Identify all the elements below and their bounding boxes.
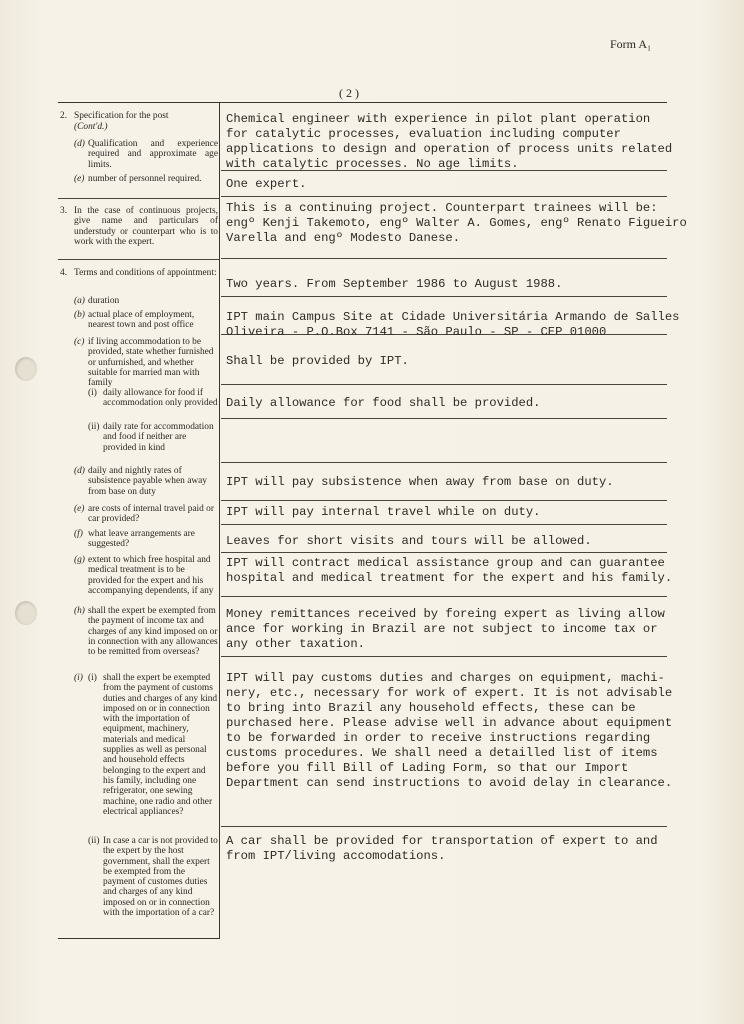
punch-hole xyxy=(15,357,37,381)
question-number: 3. xyxy=(60,206,68,216)
item-marker: (f) xyxy=(74,529,83,539)
item-marker: (g) xyxy=(74,555,85,565)
question-4e: are costs of internal travel paid or car provided? xyxy=(88,504,214,525)
answer-4a: Two years. From September 1986 to August 1988. xyxy=(226,277,563,291)
item-marker: (e) xyxy=(74,504,85,514)
item-marker: (b) xyxy=(74,310,85,320)
answer-rule xyxy=(221,552,667,553)
column-divider xyxy=(219,103,220,939)
question-3: In the case of continuous projects, give name and particulars of understudy or counterpart who is to work with the expert. xyxy=(74,206,218,248)
punch-hole xyxy=(15,601,37,625)
answer-rule xyxy=(221,418,667,419)
item-marker: (d) xyxy=(74,139,85,149)
question-4c: if living accommodation to be provided, state whether furnished or unfurnished, and whether suitable for married man with family xyxy=(88,337,214,389)
answer-rule xyxy=(221,656,667,657)
question-4c-ii: daily rate for accommodation and food if neither are provided in kind xyxy=(103,422,214,453)
question-2d: Qualification and experience required and approximate age limits. xyxy=(88,139,218,170)
table-top-rule xyxy=(58,102,667,103)
answer-4c: Shall be provided by IPT. xyxy=(226,354,409,368)
question-title: Specification for the post xyxy=(74,111,169,121)
answer-rule xyxy=(221,500,667,501)
question-number: 2. xyxy=(60,111,68,121)
item-marker: (i) xyxy=(88,388,97,398)
question-4c-i: daily allowance for food if accommodation only provided xyxy=(103,388,218,409)
question-4h: shall the expert be exempted from the payment of income tax and charges of any kind imposed on or in connection with any allowances to be remitted from overseas? xyxy=(88,606,218,658)
answer-rule xyxy=(221,826,667,827)
answer-4h: Money remittances received by foreing expert as living allow ance for working in Brazil are not subject to income tax or any other taxation. xyxy=(226,607,665,651)
question-4b: actual place of employment, nearest town and post office xyxy=(88,310,195,331)
form-identifier: Form A₁ xyxy=(610,37,652,51)
table-bottom-rule xyxy=(58,938,220,939)
answer-rule xyxy=(221,196,667,197)
continued-label: (Cont'd.) xyxy=(74,122,108,132)
question-4i-ii: In case a car is not provided to the expert by the host government, shall the expert be exempted from the payment of customes duties and charges of any kind imposed on or in connection with the importation of a car? xyxy=(103,836,218,919)
answer-4d: IPT will pay subsistence when away from base on duty. xyxy=(226,475,614,489)
question-4-title: Terms and conditions of appointment: xyxy=(74,268,217,278)
answer-2d: Chemical engineer with experience in pilot plant operation for catalytic processes, evaluation including computer applications to design and operation of process units related with catalytic processes. No age limits. xyxy=(226,112,673,171)
answer-4b: IPT main Campus Site at Cidade Universitária Armando de Salles Oliveira - P.O.Box 7141 - São Paulo - SP - CEP 01000 xyxy=(226,310,680,339)
question-4g: extent to which free hospital and medical treatment is to be provided for the expert and his accompanying dependents, if any xyxy=(88,555,214,596)
question-4d: daily and nightly rates of subsistence payable when away from base on duty xyxy=(88,466,207,497)
page-number: ( 2 ) xyxy=(339,86,359,100)
section-separator xyxy=(58,198,220,199)
answer-rule xyxy=(221,596,667,597)
item-marker: (i) xyxy=(88,673,97,683)
item-marker: (i) xyxy=(74,673,83,683)
item-marker: (h) xyxy=(74,606,85,616)
section-separator xyxy=(58,259,220,260)
item-marker: (c) xyxy=(74,337,85,347)
question-4i-i: shall the expert be exempted from the payment of customs duties and charges of any kind imposed on or in connection with the importation of equipment, machinery, materials and medical supplies as well as personal and household effects belonging to the expert and his family, including one refrigerator, one sewing machine, one radio and other electrical appliances? xyxy=(103,673,218,817)
question-4f: what leave arrangements are suggested? xyxy=(88,529,195,550)
answer-3: This is a continuing project. Counterpart trainees will be: engº Kenji Takemoto, engº Walter A. Gomes, engº Renato Figueiro Varella and engº Modesto Danese. xyxy=(226,201,687,245)
answer-rule xyxy=(221,462,667,463)
answer-4g: IPT will contract medical assistance group and can guarantee hospital and medical treatment for the expert and his family. xyxy=(226,556,673,585)
item-marker: (ii) xyxy=(88,836,100,846)
answer-4f: Leaves for short visits and tours will be allowed. xyxy=(226,534,592,548)
item-marker: (a) xyxy=(74,296,85,306)
answer-rule xyxy=(221,524,667,525)
answer-rule xyxy=(221,296,667,297)
answer-4e: IPT will pay internal travel while on duty. xyxy=(226,505,541,519)
question-4a: duration xyxy=(88,296,120,306)
item-marker: (e) xyxy=(74,174,85,184)
answer-4i-i: IPT will pay customs duties and charges on equipment, machi- nery, etc., necessary for work of expert. It is not advisable to bring into Brazil any household effects, these can be purchased here. Please advise well in advance about equipment to be forwarded in order to receive instructions regarding customs procedures. We shall need a detailled list of items before you fill Bill of Lading Form, so that our Import Department can send instructions to avoid delay in clearance. xyxy=(226,671,673,790)
question-2e: number of personnel required. xyxy=(88,174,202,184)
item-marker: (d) xyxy=(74,466,85,476)
question-number: 4. xyxy=(60,268,68,278)
answer-4i-ii: A car shall be provided for transportation of expert to and from IPT/living accomodations. xyxy=(226,834,658,863)
answer-rule xyxy=(221,258,667,259)
answer-4c-i: Daily allowance for food shall be provided. xyxy=(226,396,541,410)
answer-rule xyxy=(221,384,667,385)
item-marker: (ii) xyxy=(88,422,100,432)
answer-2e: One expert. xyxy=(226,177,307,191)
